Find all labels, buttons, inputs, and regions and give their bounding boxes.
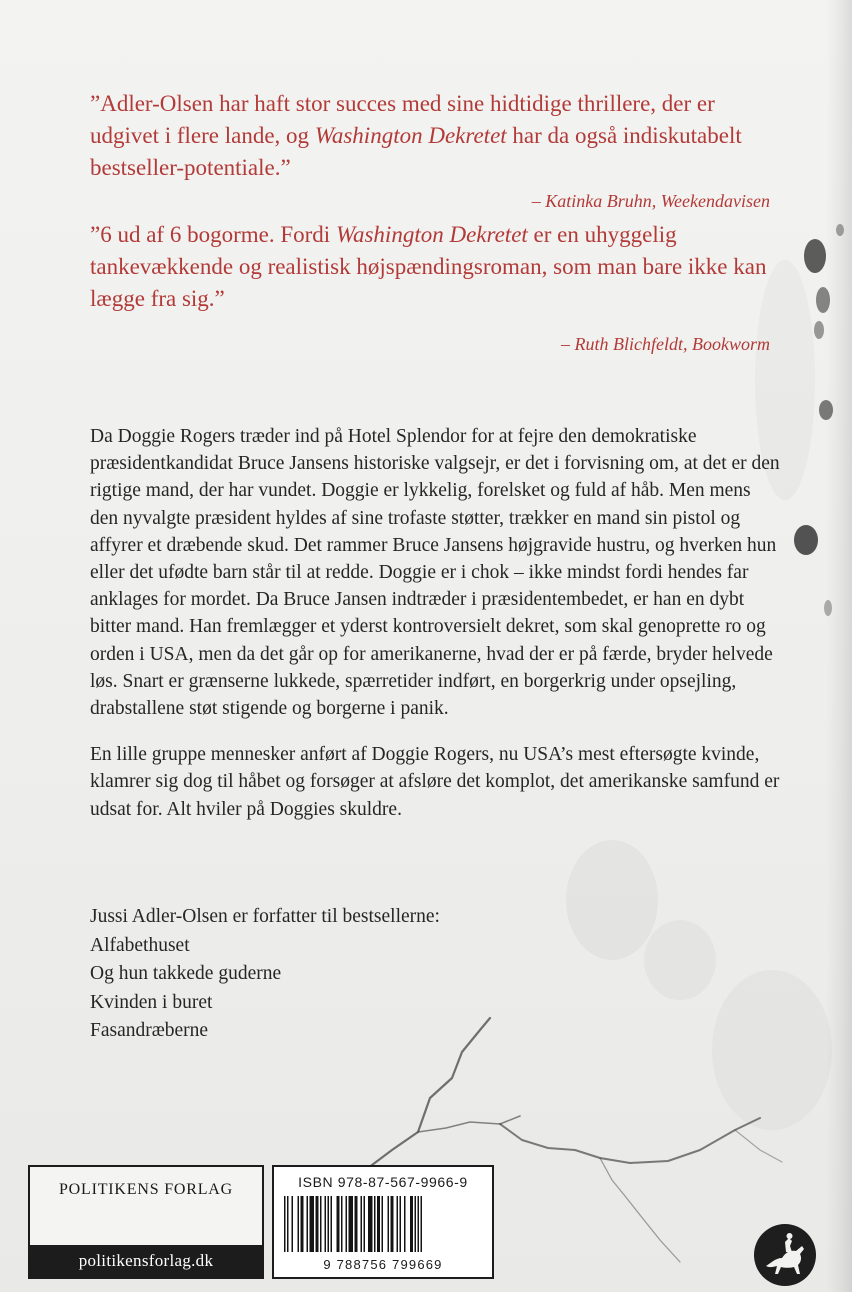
book-blurb: [90, 423, 780, 823]
blurb-paragraph-2: En lille gruppe mennesker anført af Doggie Rogers, nu USA’s mest eftersøgte kvinde, klamrer sig dog til håbet og forsøger at afsløre det komplot, det amerikanske samfund er udsat for. Alt hviler på Doggies skuldre.: [90, 744, 780, 820]
book-title: Washington Dekretet: [335, 222, 528, 247]
barcode-bar: [292, 1196, 294, 1252]
barcode-bar: [368, 1196, 373, 1252]
author-bibliography: [90, 903, 590, 1046]
book-list-item: Alfabethuset: [90, 934, 190, 956]
barcode-bar: [374, 1196, 376, 1252]
barcode-bar: [404, 1196, 406, 1252]
barcode-bar: [301, 1196, 304, 1252]
barcode-bar: [346, 1196, 348, 1252]
barcode-bar: [298, 1196, 300, 1252]
book-title: Washington Dekretet: [314, 123, 507, 148]
barcode-bar: [287, 1196, 289, 1252]
author-intro: Jussi Adler-Olsen er forfatter til bestsellerne:: [90, 906, 440, 927]
barcode-bar: [310, 1196, 315, 1252]
isbn-barcode-box: [272, 1165, 494, 1279]
cover-edge-shadow: [826, 0, 852, 1292]
publisher-box: [28, 1165, 264, 1279]
book-list-item: Fasandræberne: [90, 1020, 209, 1041]
barcode-bar: [421, 1196, 423, 1252]
review-quote-bookworm: [90, 219, 770, 357]
barcode-bar: [361, 1196, 363, 1252]
review-quote-text: ”Adler-Olsen har haft stor succes med sine hidtidige thrillere, der er udgivet i flere lande, og Washington Dekretet har da også indiskutabelt bestseller-potentiale.”: [90, 91, 742, 180]
barcode-bar: [410, 1196, 413, 1252]
review-quote-weekendavisen: [90, 88, 770, 214]
barcode-bar: [364, 1196, 366, 1252]
blurb-paragraph-1: Da Doggie Rogers træder ind på Hotel Splendor for at fejre den demokratiske præsidentkandidat Bruce Jansens historiske valgsejr, er det i forvisning om, at det er den rigtige mand, der har vundet. Doggie er lykkelig, forelsket og fuld af håb. Men mens den nyvalgte præsident hyldes af sine trofaste støtter, trækker en mand sin pistol og affyrer et dræbende skud. Det rammer Bruce Jansens højgravide hustru, og hverken hun eller det ufødte barn står til at redde. Doggie er i chok – ikke mindst fordi hendes far anklages for mordet. Da Bruce Jansen indtræder i præsidentembedet, er han en dybt bitter mand. Han fremlægger et yderst kontroversielt dekret, som skal genoprette ro og orden i USA, men da det går op for amerikanerne, hvad der er på færde, bryder helvede løs. Snart er grænserne lukkede, spærretider indført, en borgerkrig under opsejling, drabstallene støt stigende og borgerne i panik.: [90, 426, 780, 720]
barcode-bar: [391, 1196, 394, 1252]
review-quote-text: ”6 ud af 6 bogorme. Fordi Washington Dekretet er en uhyggelig tankevækkende og realistisk højspændingsroman, som man bare ikke kan lægge fra sig.”: [90, 222, 767, 311]
barcode-bar: [325, 1196, 327, 1252]
barcode-bar: [382, 1196, 384, 1252]
barcode: [280, 1196, 486, 1256]
barcode-bar: [355, 1196, 358, 1252]
publisher-url: politikensforlag.dk: [30, 1245, 262, 1277]
barcode-bar: [284, 1196, 286, 1252]
barcode-bar: [328, 1196, 330, 1252]
review-attribution: – Katinka Bruhn, Weekendavisen: [531, 191, 770, 211]
barcode-bar: [337, 1196, 340, 1252]
barcode-digits: 9 788756 799669: [323, 1257, 443, 1272]
isbn-label: ISBN 978-87-567-9966-9: [298, 1174, 468, 1190]
review-attribution: – Ruth Blichfeldt, Bookworm: [561, 334, 770, 354]
publisher-name: POLITIKENS FORLAG: [58, 1181, 234, 1198]
barcode-bar: [397, 1196, 399, 1252]
barcode-bar: [331, 1196, 333, 1252]
barcode-bar: [316, 1196, 319, 1252]
barcode-bar: [307, 1196, 309, 1252]
rider-on-horse-logo-icon: [752, 1222, 818, 1288]
barcode-bar: [377, 1196, 380, 1252]
barcode-bar: [400, 1196, 402, 1252]
barcode-bar: [418, 1196, 420, 1252]
book-list-item: Og hun takkede guderne: [90, 963, 282, 984]
barcode-bar: [388, 1196, 390, 1252]
barcode-bar: [349, 1196, 354, 1252]
barcode-bar: [341, 1196, 343, 1252]
book-list-item: Kvinden i buret: [90, 991, 213, 1013]
barcode-bar: [320, 1196, 322, 1252]
barcode-bar: [415, 1196, 417, 1252]
